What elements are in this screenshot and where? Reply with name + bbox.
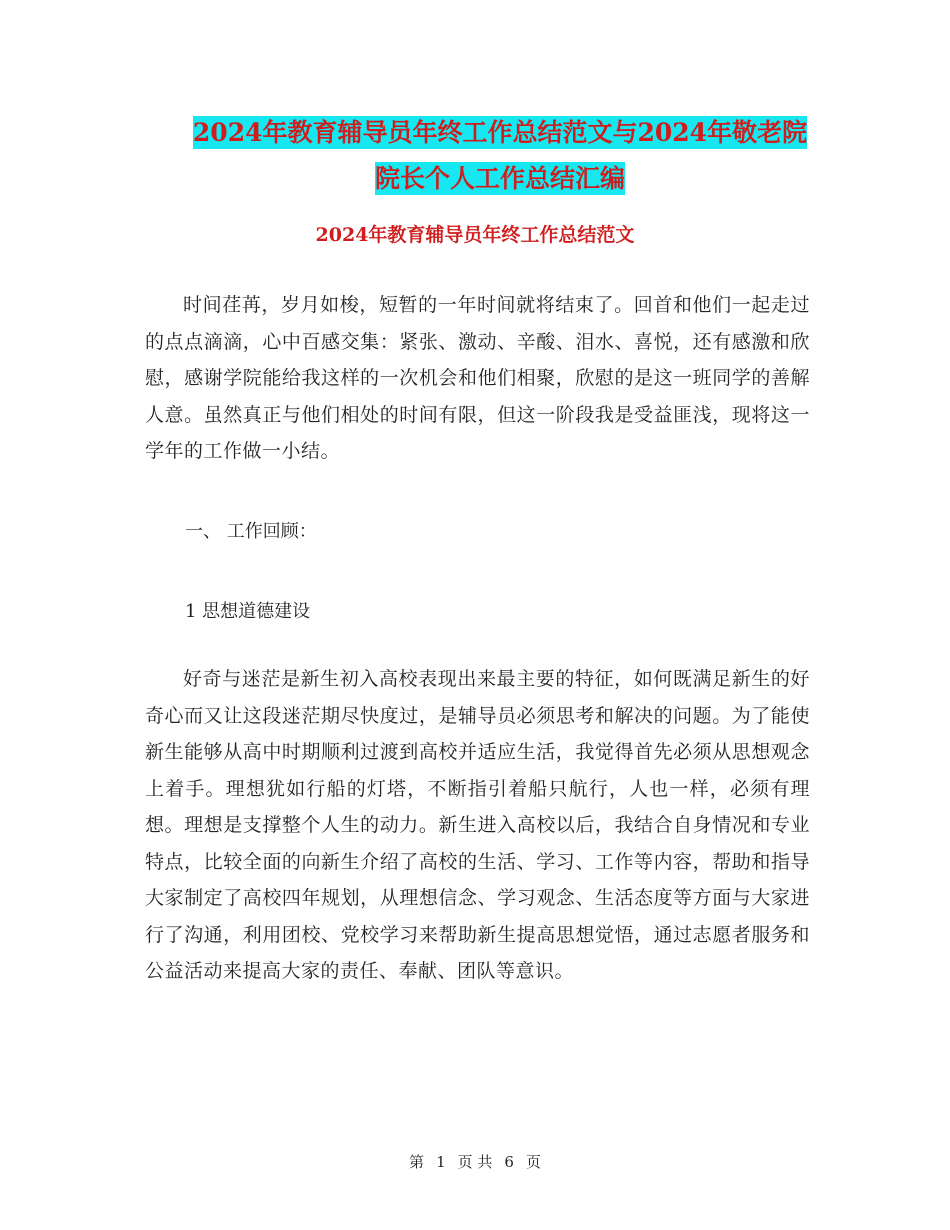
footer-total-pages: 6 (504, 1153, 514, 1171)
footer-prefix: 第 (409, 1153, 425, 1171)
paragraph-moral-construction: 好奇与迷茫是新生初入高校表现出来最主要的特征，如何既满足新生的好奇心而又让这段迷茫期尽快度过，是辅导员必须思考和解决的问题。为了能使新生能够从高中时期顺利过渡到高校并适应生活，我觉得首先必须从思想观念上着手。理想犹如行船的灯塔，不断指引着船只航行，人也一样，必须有理想。理想是支撑整个人生的动力。新生进入高校以后，我结合自身情况和专业特点，比较全面的向新生介绍了高校的生活、学习、工作等内容，帮助和指导大家制定了高校四年规划，从理想信念、学习观念、生活态度等方面与大家进行了沟通，利用团校、党校学习来帮助新生提高思想觉悟，通过志愿者服务和公益活动来提高大家的责任、奉献、团队等意识。 (145, 668, 810, 982)
section-title: 2024年教育辅导员年终工作总结范文 (315, 224, 635, 246)
footer-suffix: 页 (525, 1153, 541, 1171)
paragraph-intro: 时间荏苒，岁月如梭，短暂的一年时间就将结束了。回首和他们一起走过的点点滴滴，心中百感交集：紧张、激动、辛酸、泪水、喜悦，还有感激和欣慰，感谢学院能给我这样的一次机会和他们相聚，欣慰的是这一班同学的善解人意。虽然真正与他们相处的时间有限，但这一阶段我是受益匪浅，现将这一学年的工作做一小结。 (145, 294, 810, 462)
footer-middle: 页 共 (457, 1153, 493, 1171)
footer-page-number: 1 (436, 1153, 446, 1171)
page-footer (0, 1150, 950, 1174)
heading-work-review: 一、 工作回顾： (185, 521, 317, 542)
page-title (140, 110, 860, 202)
title-line-1: 2024年教育辅导员年终工作总结范文与2024年敬老院 (192, 118, 808, 147)
heading-moral-construction: 1 思想道德建设 (185, 601, 311, 622)
title-line-2: 院长个人工作总结汇编 (374, 164, 625, 193)
